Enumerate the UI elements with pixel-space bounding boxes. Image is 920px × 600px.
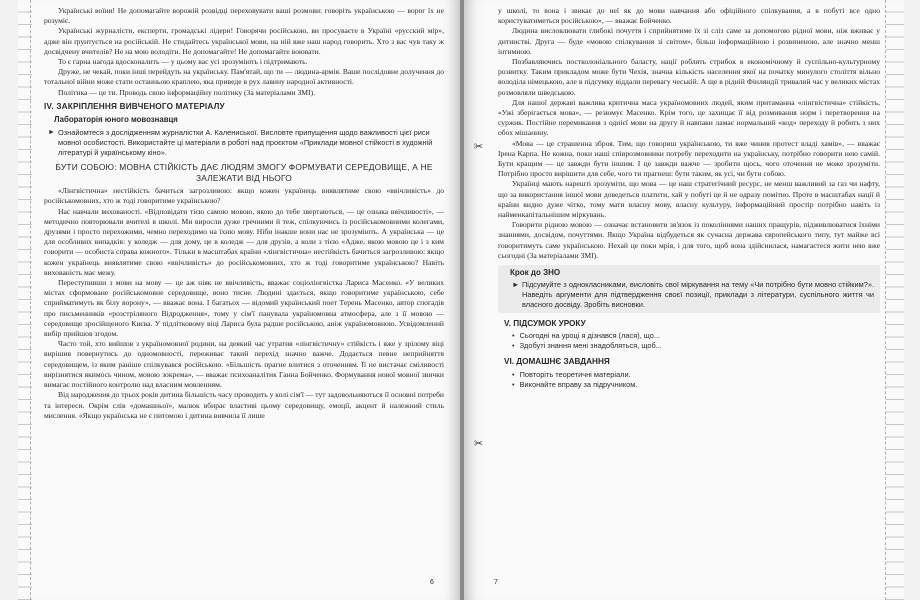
paragraph: Українські журналісти, експерти, громадські лідери! Говорячи російською, ви просуваєте в Україні «русский мір», адже він ґрунтується на російській. Не стидайтесь української мови, на ній вже наш народ говорить. Хто з вас чув таку ж досвідчену вчителів? Не на мою володіти. Не допомагайте! Не допомагайте воювати. <box>44 26 444 56</box>
list-item-text: Повторіть теоретичні матеріали. <box>519 369 631 379</box>
list-item-text: Здобуті знання мені знадобляться, щоб... <box>519 341 662 351</box>
paragraph: Українські воїни! Не допомагайте ворожій розвідці переховувати ваші розмови: говоріть українською — ворог їх не розуміє. <box>44 6 444 26</box>
paragraph: Часто той, хто вийшов з україномовної родини, на деякий час утратив «лінгвістичну» стійкість і вже у зрілому віці вирішив повернутись до одномовності, переживає такий перехід значно важче. Додається певне неприйняття середовищем, із яким раніше спілкувався російською. «Більшість прагне влитися з оточенням. Її не вистачає сміливості вирізнятися якимось чином, мовою зокрема», — вважає психоаналітик Ганна Бойченко. Формування нової мовної звички вимагає постійного контролю над власним мовленням. <box>44 339 444 390</box>
ruled-lines <box>886 0 904 600</box>
paragraph: «Лінгвістична» нестійкість бачиться загрозливою: якщо кожен українець виявлятиме свою «ввічливість» до російськомовних, хто ж тоді говоритиме українською? <box>44 186 444 206</box>
right-page <box>464 0 904 600</box>
paragraph: Друже, не чекай, поки інші перейдуть на українську. Пам'ятай, що ти — людина-армія. Ваше послідовне долучення до тотальної війни може стати останньою краплею, яка приведе в рух лавину народної активності. <box>44 67 444 87</box>
paragraph: Переступивши з мови на мову — це аж ніяк не ввічливість, вважає соціолінгвістка Лариса Масенко. «У великих містах сформоване російськомовне середовище, воно тисне. Людині здається, якщо говоритиме українською, себе сприйматимуть як білу ворону», — вважає вона. І багатьох — відомий український поет Терень Масенко, автор спогадів про письменників «розстріляного Відродження», тому у сім'ї панувала україномовна атмосфера, але з її мовою — середовище зросійщеного Києва. У підлітковому віці Лариса була радше російською, аніж україномовною. Усвідомлений вибір прийшов згодом. <box>44 278 444 339</box>
right-page-content <box>498 6 880 390</box>
list-item-text: Сьогодні на уроці я дізнався (лася), що... <box>519 331 661 341</box>
list-item: • Сьогодні на уроці я дізнався (лася), що... <box>512 331 661 341</box>
list-item: • Повторіть теоретичні матеріали. <box>512 369 631 379</box>
paragraph: То є гарна нагода вдосконалить — у цьому вас усі зрозуміють і підтримають. <box>58 57 308 67</box>
paragraph: Позбавляючись постколоніального баласту, нації роблять стрибок в економічному й суспільно-культурному розвитку. Таким прикладом може бути Чехія, значна кількість населення якої на початку минулого століття вільно володіла німецькою, але в підсумку віддали перевагу чеській. А ще в рідній Фінляндії тривалий час у великих містах розмовляли шведською. <box>498 57 880 97</box>
scissors-icon: ✂ <box>474 140 484 153</box>
page-number: 7 <box>494 579 498 586</box>
article-heading: БУТИ СОБОЮ: МОВНА СТІЙКІСТЬ ДАЄ ЛЮДЯМ ЗМОГУ ФОРМУВАТИ СЕРЕДОВИЩЕ, А НЕ ЗАЛЕЖАТИ ВІД НЬОГО <box>55 162 433 183</box>
left-page <box>18 0 460 600</box>
lab-task <box>48 128 444 158</box>
scissors-icon: ✂ <box>474 437 484 450</box>
paragraph: Від народження до трьох років дитина більшість часу проводить у колі сім'ї — тут задовольняються її основні потреби та інтереси. Окрім слів «домашньої», малюк вбирає властиві цьому середовищу, емоції, акцент й належний стиль мислення. «Якщо українська не є питомою і дитина вивчила її лише <box>44 390 444 420</box>
list-item: • Здобуті знання мені знадобляться, щоб... <box>512 341 662 351</box>
zno-task-text: Підсумуйте з однокласниками, висловіть свої міркування на тему «Чи потрібно бути мовно стійким?». Наведіть аргументи для підтвердження своєї позиції, приклади з літератури, суспільного життя чи власного досвіду. Зробіть висновки. <box>522 280 874 310</box>
paragraph: Людина висловлювати глибокі почуття і сприйнятиме їх зі сліз саме за допомогою рідної мови, ніж вживає у дитинстві. Друга — буде «мовою спілкування зі світом», більш інформаційною і розвиненою, але значно менш інтимною. <box>498 26 880 56</box>
left-page-content <box>44 6 444 421</box>
section-title: IV. ЗАКРІПЛЕННЯ ВИВЧЕНОГО МАТЕРІАЛУ <box>44 101 225 111</box>
zno-title: Крок до ЗНО <box>510 268 561 278</box>
paragraph: «Мова — це страшенна зброя. Тим, що говориш українською, ти вже чинив протест владі хамів», — вважає Ірена Карпа. Не кожна, поки наші співрозмовники потребу переходити на українську, потрібно говорити нею самій. Бути кращим — це завжди бути іншим. І це завжди важче — зробити щось, чого оточення не може зрозуміти. Потрібно просто вирішити для себе, чого ти прагнеш: бути таким, як усі, чи бути собою. <box>498 138 880 179</box>
zno-box <box>498 265 880 313</box>
cut-line <box>30 0 31 600</box>
arrow-marker-icon: ► <box>48 129 55 137</box>
lab-title: Лабораторія юного мовознавця <box>54 115 178 125</box>
paragraph: у школі, то вона і звикає до неї як до мови навчання або офіційного спілкування, а в побуті все одно користуватиметься російською», — вважає Бойченко. <box>498 6 880 26</box>
page-number: 6 <box>430 579 434 586</box>
zno-task <box>512 280 874 310</box>
cut-line <box>885 0 886 600</box>
paragraph: Для нашої державі важлива критична маса україномовних людей, яким притаманна «лінгвістична» стійкість, «Ужі зберігається мова», — резюмує Масенко. Крім того, це захищає її від розмивання норм і перетворення на суржик. Постійне перемикання з однієї мови на другу й навпаки ламає нормальний «код» переходу й робить з них обох мішанину. <box>498 97 880 138</box>
paragraph: Українці мають нарешті зрозуміти, що мова — це наш стратегічний ресурс, не менш важливий за газ чи нафту, що за використання іншої мови доведеться платити, хай у побуті це й не одразу помітно. Проте в масштабах нації й країни видно дуже чітко, тому мати власну мову, власну культуру, інформаційний простір потрібно навіть із найменкапітальнішим міркувань. <box>498 179 880 220</box>
paragraph: Говорити рідною мовою — означає встановити зв'язок із поколіннями наших пращурів, підживлюватися їхніми знаннями, досвідом, почуттями. Якщо Україна відбудеться як сучасна держава європейського типу, тут майже всі говоритимуть саме українською. Нехай це поки мрія, і для того, щоб вона здійснилася, намагаєтеся жити нею вже сьогодні (За матеріалами ЗМІ). <box>498 220 880 260</box>
list-item: • Виконайте вправу за підручником. <box>512 379 638 389</box>
arrow-marker-icon: ► <box>512 280 520 290</box>
lab-task-text: Ознайомтеся з дослідженням журналістки А. Калениської. Висловте припущення щодо важливості цієї риси мовної особистості. Використайте ці матеріали в роботі над проєктом «Приклади мовної стійкості в художній літературі й українському кіно». <box>58 128 433 158</box>
section-title: V. ПІДСУМОК УРОКУ <box>504 319 586 329</box>
paragraph: Нас навчали вихованості. «Відповідати тією самою мовою, якою до тебе звертаються, — це ознака ввічливості», — методично повторювали вчителі в школі. Ми виросли дуже гречними й теж, спілкуючись із російськомовними колегами, друзями і просто перехожими, чемно переходимо на їхню мову. Ніби інакше вони нас не зрозуміють. А українська — це для особливих випадків: у коледж — для дому, це в коледж — для друзів, а коли з тією «Адже, якою мовою це і з ким говорити — особиста справа кожного». Тільки в масштабах країни «лінгвістична» нестійкість бачиться загрозливою: якщо кожен українець виявлятиме свою «ввічливість» до російськомовних, хто ж тоді говоритиме українською? Навіть вихованість має межу. <box>44 206 444 277</box>
paragraph: Політика — це ти. Проводь свою інформаційну політику (За матеріалами ЗМІ). <box>58 87 316 97</box>
section-title: VI. ДОМАШНЄ ЗАВДАННЯ <box>504 357 610 367</box>
list-item-text: Виконайте вправу за підручником. <box>519 379 638 389</box>
notebook-spread <box>18 0 904 600</box>
